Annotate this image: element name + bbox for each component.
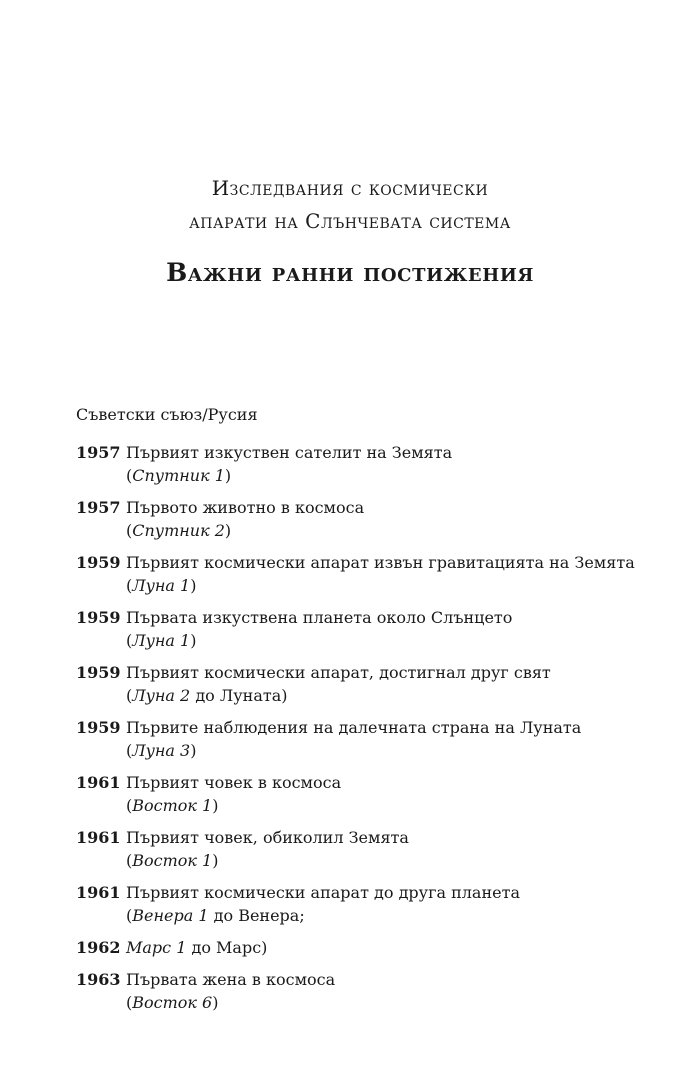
entry-description: Първият космически апарат до друга планета [126,883,520,902]
entry-year: 1959 [76,608,121,627]
entry-description: Първият космически апарат извън гравитацията на Земята [126,553,635,572]
entry-year: 1959 [76,663,121,682]
entry-suffix: до Марс) [186,938,268,957]
entry-year: 1961 [76,828,121,847]
entry-year: 1963 [76,970,121,989]
entry-year: 1959 [76,553,121,572]
entry-description: Първият човек в космоса [126,773,342,792]
entry-spacecraft-line [126,904,676,927]
spacecraft-name: Луна 1 [132,576,191,595]
entry-year: 1962 [76,938,121,957]
entry-description: Първата изкуствена планета около Слънцето [126,608,513,627]
open-paren: ( [126,576,133,595]
entry-description: Първият човек, обиколил Земята [126,828,409,847]
entry-spacecraft-line [126,991,676,1014]
entry-suffix: до Луната) [190,686,288,705]
spacecraft-name: Луна 2 [132,686,191,705]
open-paren: ( [126,851,133,870]
entry-suffix: ) [224,521,232,540]
timeline-entry [76,771,676,817]
subtitle-line-2: апарати на Слънчевата система [189,209,511,233]
spacecraft-name: Восток 1 [132,851,213,870]
section-label: Съветски съюз/Русия [76,405,258,424]
open-paren: ( [126,631,133,650]
timeline-entry [76,826,676,872]
spacecraft-name: Спутник 2 [132,521,225,540]
spacecraft-name: Восток 1 [132,796,213,815]
timeline-entry [76,968,676,1014]
spacecraft-name: Луна 3 [132,741,191,760]
entry-year: 1957 [76,443,121,462]
entry-spacecraft-line [126,739,676,762]
entry-description: Първите наблюдения на далечната страна на Луната [126,718,582,737]
entry-spacecraft-line [126,519,676,542]
timeline-entry [76,606,676,652]
open-paren: ( [126,741,133,760]
entry-spacecraft-line [126,684,676,707]
entry-description: Първата жена в космоса [126,970,336,989]
entry-year: 1959 [76,718,121,737]
subtitle-line-1: Изследвания с космически [211,176,489,200]
entry-spacecraft-line [126,464,676,487]
entry-suffix: ) [190,576,197,595]
timeline-list [76,441,676,1023]
open-paren: ( [126,993,133,1012]
entry-spacecraft-line [126,936,676,959]
entry-description: Първият изкуствен сателит на Земята [126,443,453,462]
entry-year: 1961 [76,773,121,792]
entry-spacecraft-line [126,574,676,597]
timeline-entry [76,661,676,707]
entry-suffix: ) [190,741,197,760]
open-paren: ( [126,521,133,540]
entry-suffix: до Венера; [208,906,305,925]
entry-suffix: ) [212,851,219,870]
spacecraft-name: Восток 6 [132,993,213,1012]
spacecraft-name: Венера 1 [132,906,209,925]
entry-year: 1961 [76,883,121,902]
timeline-entry [76,441,676,487]
spacecraft-name: Спутник 1 [132,466,225,485]
open-paren: ( [126,796,133,815]
entry-spacecraft-line [126,794,676,817]
entry-description: Първото животно в космоса [126,498,365,517]
timeline-entry [76,881,676,927]
timeline-entry [76,936,676,959]
entry-description: Първият космически апарат, достигнал друг свят [126,663,551,682]
spacecraft-name: Луна 1 [132,631,191,650]
entry-suffix: ) [190,631,197,650]
entry-spacecraft-line [126,629,676,652]
entry-suffix: ) [212,993,219,1012]
timeline-entry [76,496,676,542]
timeline-entry [76,551,676,597]
page-subtitle [0,172,700,238]
open-paren: ( [126,686,133,705]
open-paren: ( [126,906,133,925]
timeline-entry [76,716,676,762]
entry-suffix: ) [224,466,232,485]
page-title: Важни ранни постижения [166,258,534,287]
entry-year: 1957 [76,498,121,517]
spacecraft-name: Марс 1 [126,938,187,957]
entry-suffix: ) [212,796,219,815]
entry-spacecraft-line [126,849,676,872]
open-paren: ( [126,466,133,485]
